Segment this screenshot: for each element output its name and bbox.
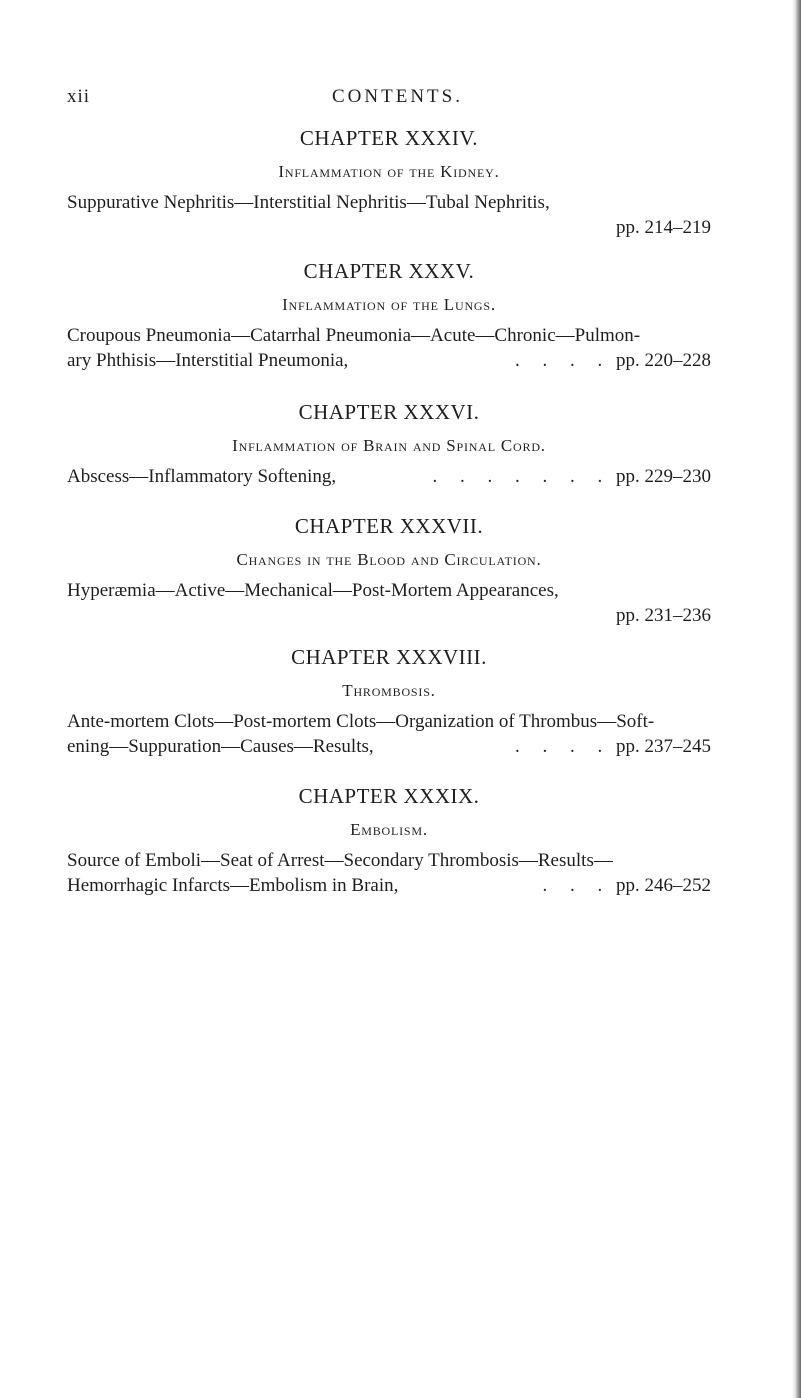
page-number: xii (67, 86, 91, 107)
chapter-subject: Changes in the Blood and Circulation. (236, 550, 542, 569)
page-range: pp. 229–230 (616, 466, 711, 487)
chapter-entry (67, 397, 711, 489)
page-range: pp. 246–252 (616, 875, 711, 896)
chapter-heading: CHAPTER XXXVII. (294, 514, 484, 538)
chapter-topics (67, 323, 711, 373)
chapter-heading: CHAPTER XXXIV. (299, 126, 479, 150)
chapter-heading: CHAPTER XXXVIII. (291, 645, 487, 669)
chapter-entry (67, 256, 711, 373)
topics-line-last (67, 734, 711, 759)
topics-line: Hyperæmia—Active—Mechanical—Post-Mortem Appearances, (67, 580, 559, 601)
topics-line: Source of Emboli—Seat of Arrest—Secondary Thrombosis—Results— (67, 850, 613, 871)
page-range: pp. 237–245 (616, 736, 711, 757)
chapter-subject: Inflammation of Brain and Spinal Cord. (232, 436, 546, 455)
chapter-topics (67, 848, 711, 898)
chapter-subject: Embolism. (350, 820, 428, 839)
chapter-subject: Inflammation of the Lungs. (282, 295, 496, 314)
page-edge-shadow (792, 0, 801, 1398)
chapter-heading: CHAPTER XXXVI. (298, 400, 480, 424)
chapter-heading: CHAPTER XXXV. (303, 259, 475, 283)
topics-line: Croupous Pneumonia—Catarrhal Pneumonia—Acute—Chronic—Pulmon- (67, 325, 641, 346)
leader-dots: . . . . (515, 736, 612, 757)
topics-line: Ante-mortem Clots—Post-mortem Clots—Organization of Thrombus—Soft- (67, 711, 655, 732)
contents-list (67, 123, 711, 898)
page-range: pp. 214–219 (616, 217, 711, 238)
topics-line-text: ary Phthisis—Interstitial Pneumonia, (67, 350, 349, 371)
chapter-entry (67, 642, 711, 759)
topics-line-text: Abscess—Inflammatory Softening, (67, 466, 337, 487)
chapter-heading: CHAPTER XXXIX. (298, 784, 480, 808)
leader-dots: . . . . (515, 350, 612, 371)
leader-dots: . . . (542, 875, 612, 896)
page-range: pp. 231–236 (616, 605, 711, 626)
chapter-topics (67, 578, 711, 628)
topics-line-last (67, 464, 711, 489)
page-header (67, 86, 707, 116)
leader-dots: . . . . . . . (432, 466, 612, 487)
running-title: CONTENTS. (332, 86, 463, 107)
chapter-subject: Inflammation of the Kidney. (278, 162, 500, 181)
topics-line-last (67, 873, 711, 898)
topics-line-text: ening—Suppuration—Causes—Results, (67, 736, 374, 757)
page-range: pp. 220–228 (616, 350, 711, 371)
chapter-topics (67, 464, 711, 489)
chapter-entry (67, 511, 711, 628)
chapter-entry (67, 123, 711, 240)
chapter-topics (67, 190, 711, 240)
topics-line-text: Hemorrhagic Infarcts—Embolism in Brain, (67, 875, 399, 896)
chapter-entry (67, 781, 711, 898)
chapter-subject: Thrombosis. (342, 681, 436, 700)
topics-line-last (67, 348, 711, 373)
topics-line: Suppurative Nephritis—Interstitial Nephritis—Tubal Nephritis, (67, 192, 550, 213)
chapter-topics (67, 709, 711, 759)
